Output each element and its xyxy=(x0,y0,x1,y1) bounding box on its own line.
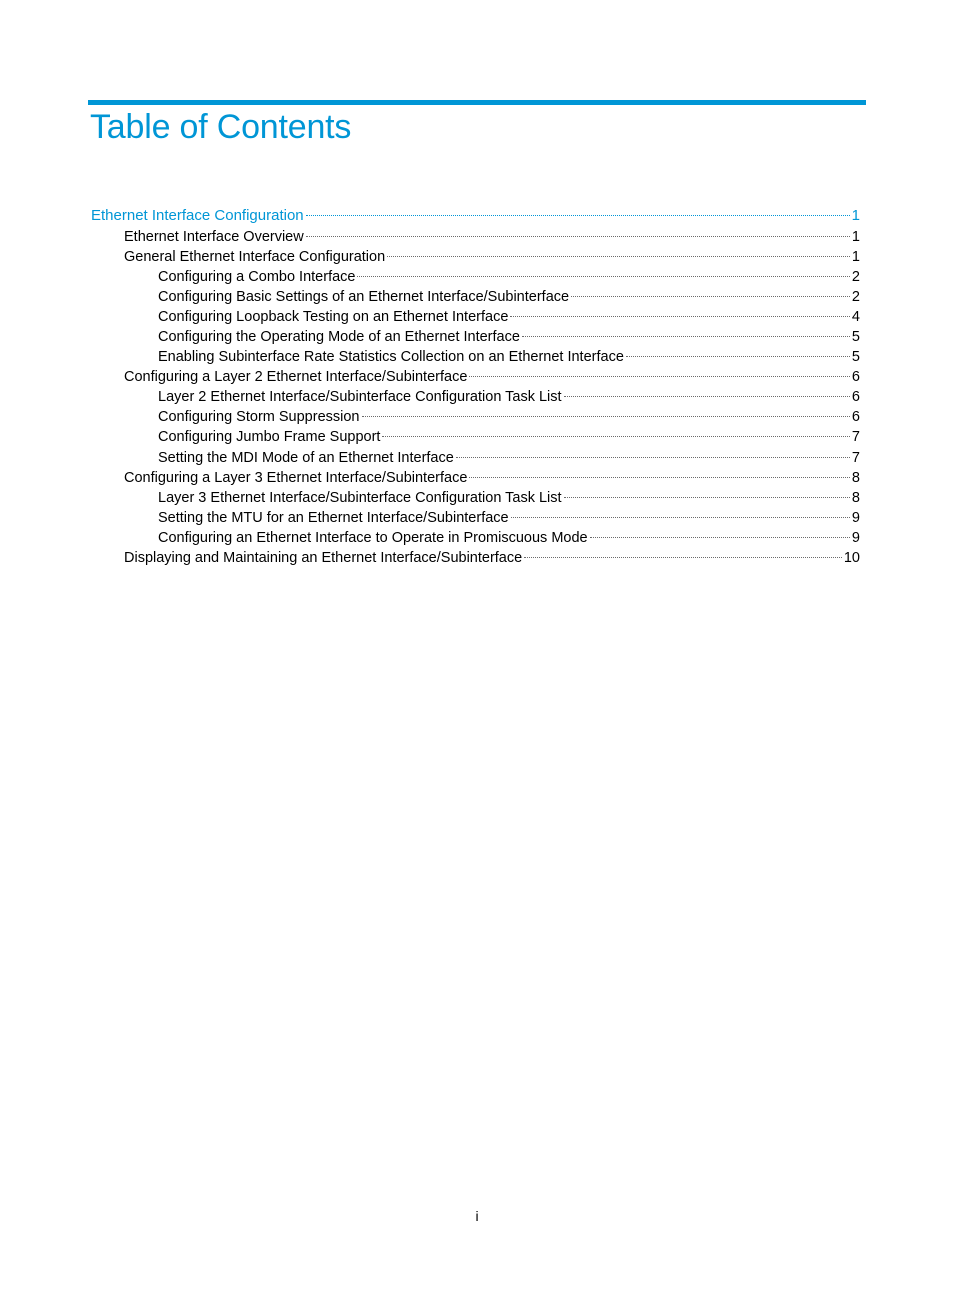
toc-entry[interactable] xyxy=(158,307,860,327)
toc-entry[interactable] xyxy=(158,488,860,508)
toc-entry-page: 2 xyxy=(851,269,860,285)
toc-entry-page: 1 xyxy=(851,207,860,224)
toc-entry-page: 7 xyxy=(851,450,860,466)
toc-entry[interactable] xyxy=(158,267,860,287)
dot-leader xyxy=(564,497,850,498)
toc-entry[interactable] xyxy=(124,548,860,568)
dot-leader xyxy=(306,215,850,216)
dot-leader xyxy=(387,256,850,257)
toc-entry-text: Setting the MTU for an Ethernet Interface/Subinterface xyxy=(158,510,509,526)
toc-entry[interactable] xyxy=(158,287,860,307)
toc-entry-page: 6 xyxy=(851,369,860,385)
toc-entry-text: Ethernet Interface Configuration xyxy=(91,207,304,224)
toc-entry-text: Configuring an Ethernet Interface to Operate in Promiscuous Mode xyxy=(158,530,588,546)
dot-leader xyxy=(382,436,849,437)
toc-entry-text: Configuring Jumbo Frame Support xyxy=(158,429,381,445)
toc-entry-page: 7 xyxy=(851,429,860,445)
toc-entry[interactable] xyxy=(158,528,860,548)
toc-entry-page: 10 xyxy=(843,550,860,566)
page-title: Table of Contents xyxy=(90,108,352,146)
toc-entry-page: 5 xyxy=(851,349,860,365)
toc-entry[interactable] xyxy=(158,347,860,367)
toc-entry-text: Ethernet Interface Overview xyxy=(124,229,304,245)
toc-entry-text: Configuring the Operating Mode of an Ethernet Interface xyxy=(158,329,520,345)
toc-entry[interactable] xyxy=(158,508,860,528)
dot-leader xyxy=(510,316,850,317)
toc-entry-text: Configuring a Layer 3 Ethernet Interface/Subinterface xyxy=(124,470,468,486)
toc-entry[interactable] xyxy=(158,448,860,468)
toc-entry-text: Layer 2 Ethernet Interface/Subinterface Configuration Task List xyxy=(158,389,562,405)
toc-entry[interactable] xyxy=(124,367,860,387)
toc-entry[interactable] xyxy=(91,206,860,226)
toc-entry-page: 2 xyxy=(851,289,860,305)
toc-entry[interactable] xyxy=(124,468,860,488)
dot-leader xyxy=(306,236,850,237)
toc-entry-page: 1 xyxy=(851,229,860,245)
toc-entry-text: Configuring Storm Suppression xyxy=(158,409,360,425)
toc-entry-page: 8 xyxy=(851,470,860,486)
title-rule xyxy=(88,100,866,105)
dot-leader xyxy=(626,356,850,357)
dot-leader xyxy=(362,416,850,417)
toc-entry-text: Layer 3 Ethernet Interface/Subinterface Configuration Task List xyxy=(158,490,562,506)
toc-entry-page: 1 xyxy=(851,249,860,265)
toc-entry-text: Configuring Loopback Testing on an Ethernet Interface xyxy=(158,309,509,325)
toc-entry[interactable] xyxy=(124,247,860,267)
dot-leader xyxy=(590,537,850,538)
toc-entry[interactable] xyxy=(158,387,860,407)
dot-leader xyxy=(524,557,842,558)
toc-entry-text: Configuring a Layer 2 Ethernet Interface/Subinterface xyxy=(124,369,468,385)
toc-entry-text: Configuring a Combo Interface xyxy=(158,269,356,285)
toc-entry-text: Setting the MDI Mode of an Ethernet Interface xyxy=(158,450,454,466)
toc-entry-page: 9 xyxy=(851,530,860,546)
dot-leader xyxy=(456,457,850,458)
toc-entry-text: Configuring Basic Settings of an Ethernet Interface/Subinterface xyxy=(158,289,570,305)
toc-entry-page: 4 xyxy=(851,309,860,325)
dot-leader xyxy=(469,477,850,478)
toc-entry-page: 8 xyxy=(851,490,860,506)
toc-entry-text: Displaying and Maintaining an Ethernet Interface/Subinterface xyxy=(124,550,523,566)
dot-leader xyxy=(357,276,849,277)
dot-leader xyxy=(469,376,850,377)
toc-entry[interactable] xyxy=(158,327,860,347)
toc-entry[interactable] xyxy=(158,407,860,427)
toc-entry-page: 6 xyxy=(851,389,860,405)
dot-leader xyxy=(571,296,850,297)
dot-leader xyxy=(564,396,850,397)
toc-entry[interactable] xyxy=(158,427,860,447)
dot-leader xyxy=(522,336,850,337)
toc-entry-page: 5 xyxy=(851,329,860,345)
page-number: i xyxy=(475,1208,479,1224)
toc-entry-page: 6 xyxy=(851,409,860,425)
toc-entry-text: General Ethernet Interface Configuration xyxy=(124,249,386,265)
toc-entry-page: 9 xyxy=(851,510,860,526)
toc-entry[interactable] xyxy=(124,227,860,247)
dot-leader xyxy=(511,517,850,518)
toc-entry-text: Enabling Subinterface Rate Statistics Collection on an Ethernet Interface xyxy=(158,349,624,365)
